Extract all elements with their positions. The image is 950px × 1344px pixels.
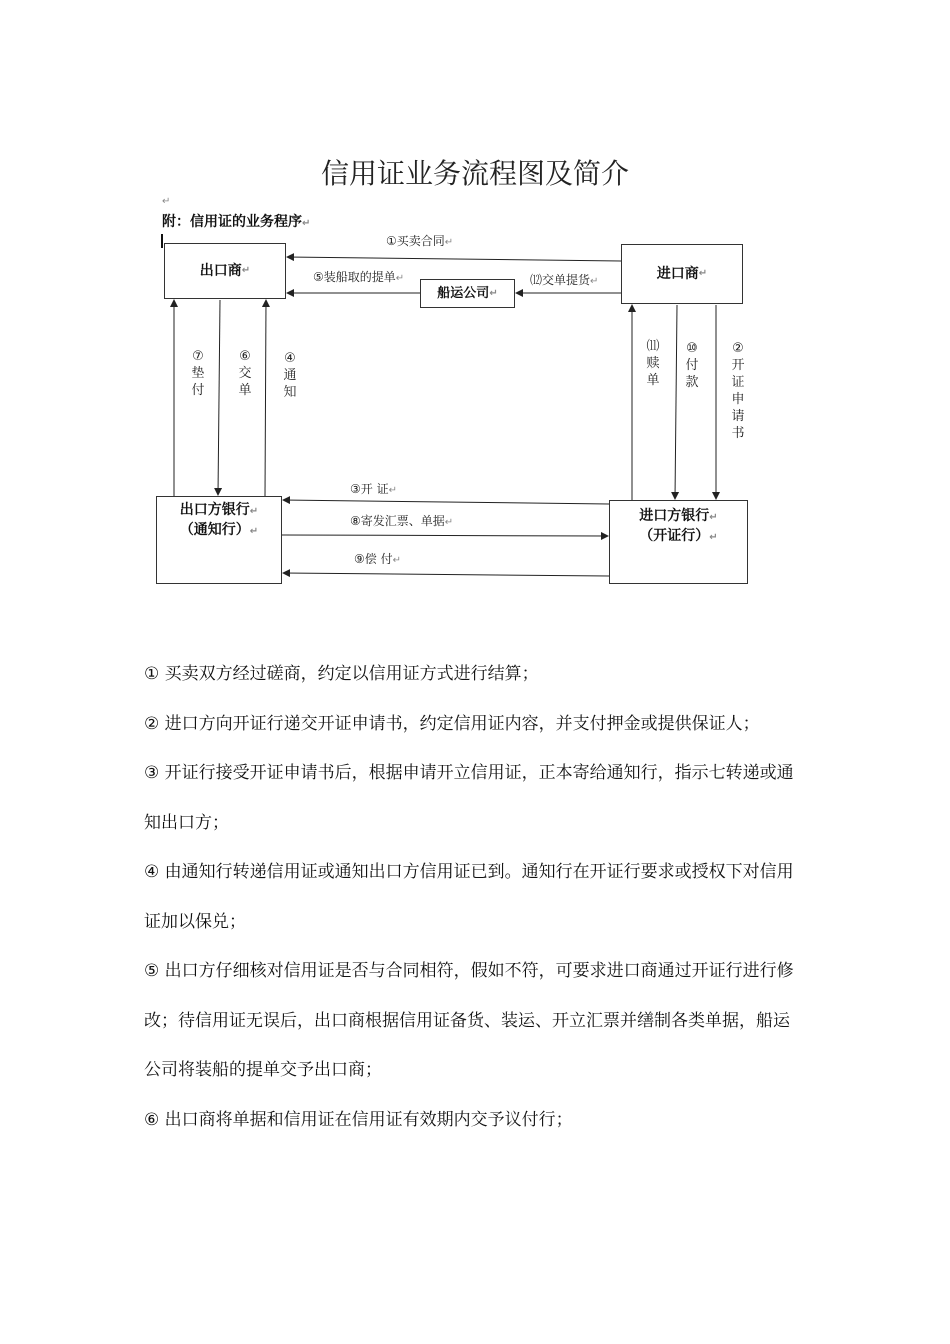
label-4-advise: ④通知 (283, 351, 297, 400)
importer-bank-line2: （开证行） (639, 528, 710, 544)
procedure-description (144, 650, 804, 1145)
label-12-delivery: ⑿交单提货↵ (530, 273, 599, 287)
label-8-send-docs: ⑧寄发汇票、单据↵ (350, 514, 454, 528)
label-5-bill-of-lading: ⑤装船取的提单↵ (313, 270, 405, 284)
page-title: 信用证业务流程图及简介 (320, 157, 629, 190)
label-10-payment: ⑩付款 (685, 341, 699, 390)
exporter-box: 出口商 ↵ (164, 243, 286, 299)
exporter-bank-box: 出口方银行↵ （通知行）↵ (156, 496, 282, 584)
paragraph-mark: ↵ (162, 196, 171, 207)
arrow-9-reimburse (283, 573, 609, 576)
arrow-4-advise (265, 300, 266, 496)
paragraph-3: ③ 开证行接受开证申请书后，根据申请开立信用证，正本寄给通知行，指示七转递或通知出口方； (144, 763, 794, 833)
arrow-10-payment (675, 305, 677, 499)
importer-bank-box: 进口方银行↵ （开证行）↵ (609, 500, 748, 584)
label-7-advance: ⑦垫付 (191, 349, 205, 398)
exporter-bank-line1: 出口方银行 (179, 502, 250, 518)
paragraph-6: ⑥ 出口商将单据和信用证在信用证有效期内交予议付行； (144, 1109, 573, 1130)
paragraph-2: ② 进口方向开证行递交开证申请书，约定信用证内容，并支付押金或提供保证人； (144, 713, 760, 734)
paragraph-1: ① 买卖双方经过磋商，约定以信用证方式进行结算； (144, 664, 539, 684)
arrow-8-send-docs (282, 535, 608, 536)
paragraph-4: ④ 由通知行转递信用证或通知出口方信用证已到。通知行在开证行要求或授权下对信用证加以保兑； (144, 862, 794, 932)
label-3-issue: ③开 证↵ (350, 482, 397, 496)
flow-diagram (0, 0, 950, 640)
label-11-redeem: ⑾赎单 (646, 339, 660, 388)
diagram-subtitle: 附：信用证的业务程序↵ (162, 214, 311, 230)
importer-box: 进口商 ↵ (621, 244, 743, 304)
shipping-company-box: 船运公司 ↵ (420, 279, 515, 308)
importer-label: 进口商 (656, 266, 699, 282)
label-1-text: ①买卖合同 (386, 234, 445, 248)
subtitle-text: 附：信用证的业务程序 (162, 214, 302, 230)
label-5-text: ⑤装船取的提单 (313, 270, 396, 284)
paragraph-5: ⑤ 出口方仔细核对信用证是否与合同相符，假如不符，可要求进口商通过开证行进行修改；待信用证无误后，出口商根据信用证备货、装运、开立汇票并缮制各类单据，船运公司将装船的提单交予出口商； (144, 961, 794, 1080)
arrow-6-present-docs (218, 300, 220, 495)
label-9-reimburse: ⑨偿 付↵ (354, 552, 401, 566)
label-1-contract: ①买卖合同↵ (386, 234, 454, 248)
arrow-3-issue (283, 500, 609, 504)
shipping-label: 船运公司 (437, 285, 490, 301)
arrow-1-contract (287, 257, 621, 261)
exporter-bank-line2: （通知行） (179, 522, 250, 538)
label-3-text: ③开 证 (350, 482, 389, 496)
label-6-present-docs: ⑥交单 (238, 349, 252, 398)
importer-bank-line1: 进口方银行 (639, 508, 710, 524)
label-8-text: ⑧寄发汇票、单据 (350, 514, 445, 528)
exporter-label: 出口商 (199, 263, 242, 279)
label-2-application: ②开证申请书 (731, 341, 745, 441)
label-9-text: ⑨偿 付 (354, 552, 393, 566)
label-12-text: ⑿交单提货 (530, 273, 591, 287)
